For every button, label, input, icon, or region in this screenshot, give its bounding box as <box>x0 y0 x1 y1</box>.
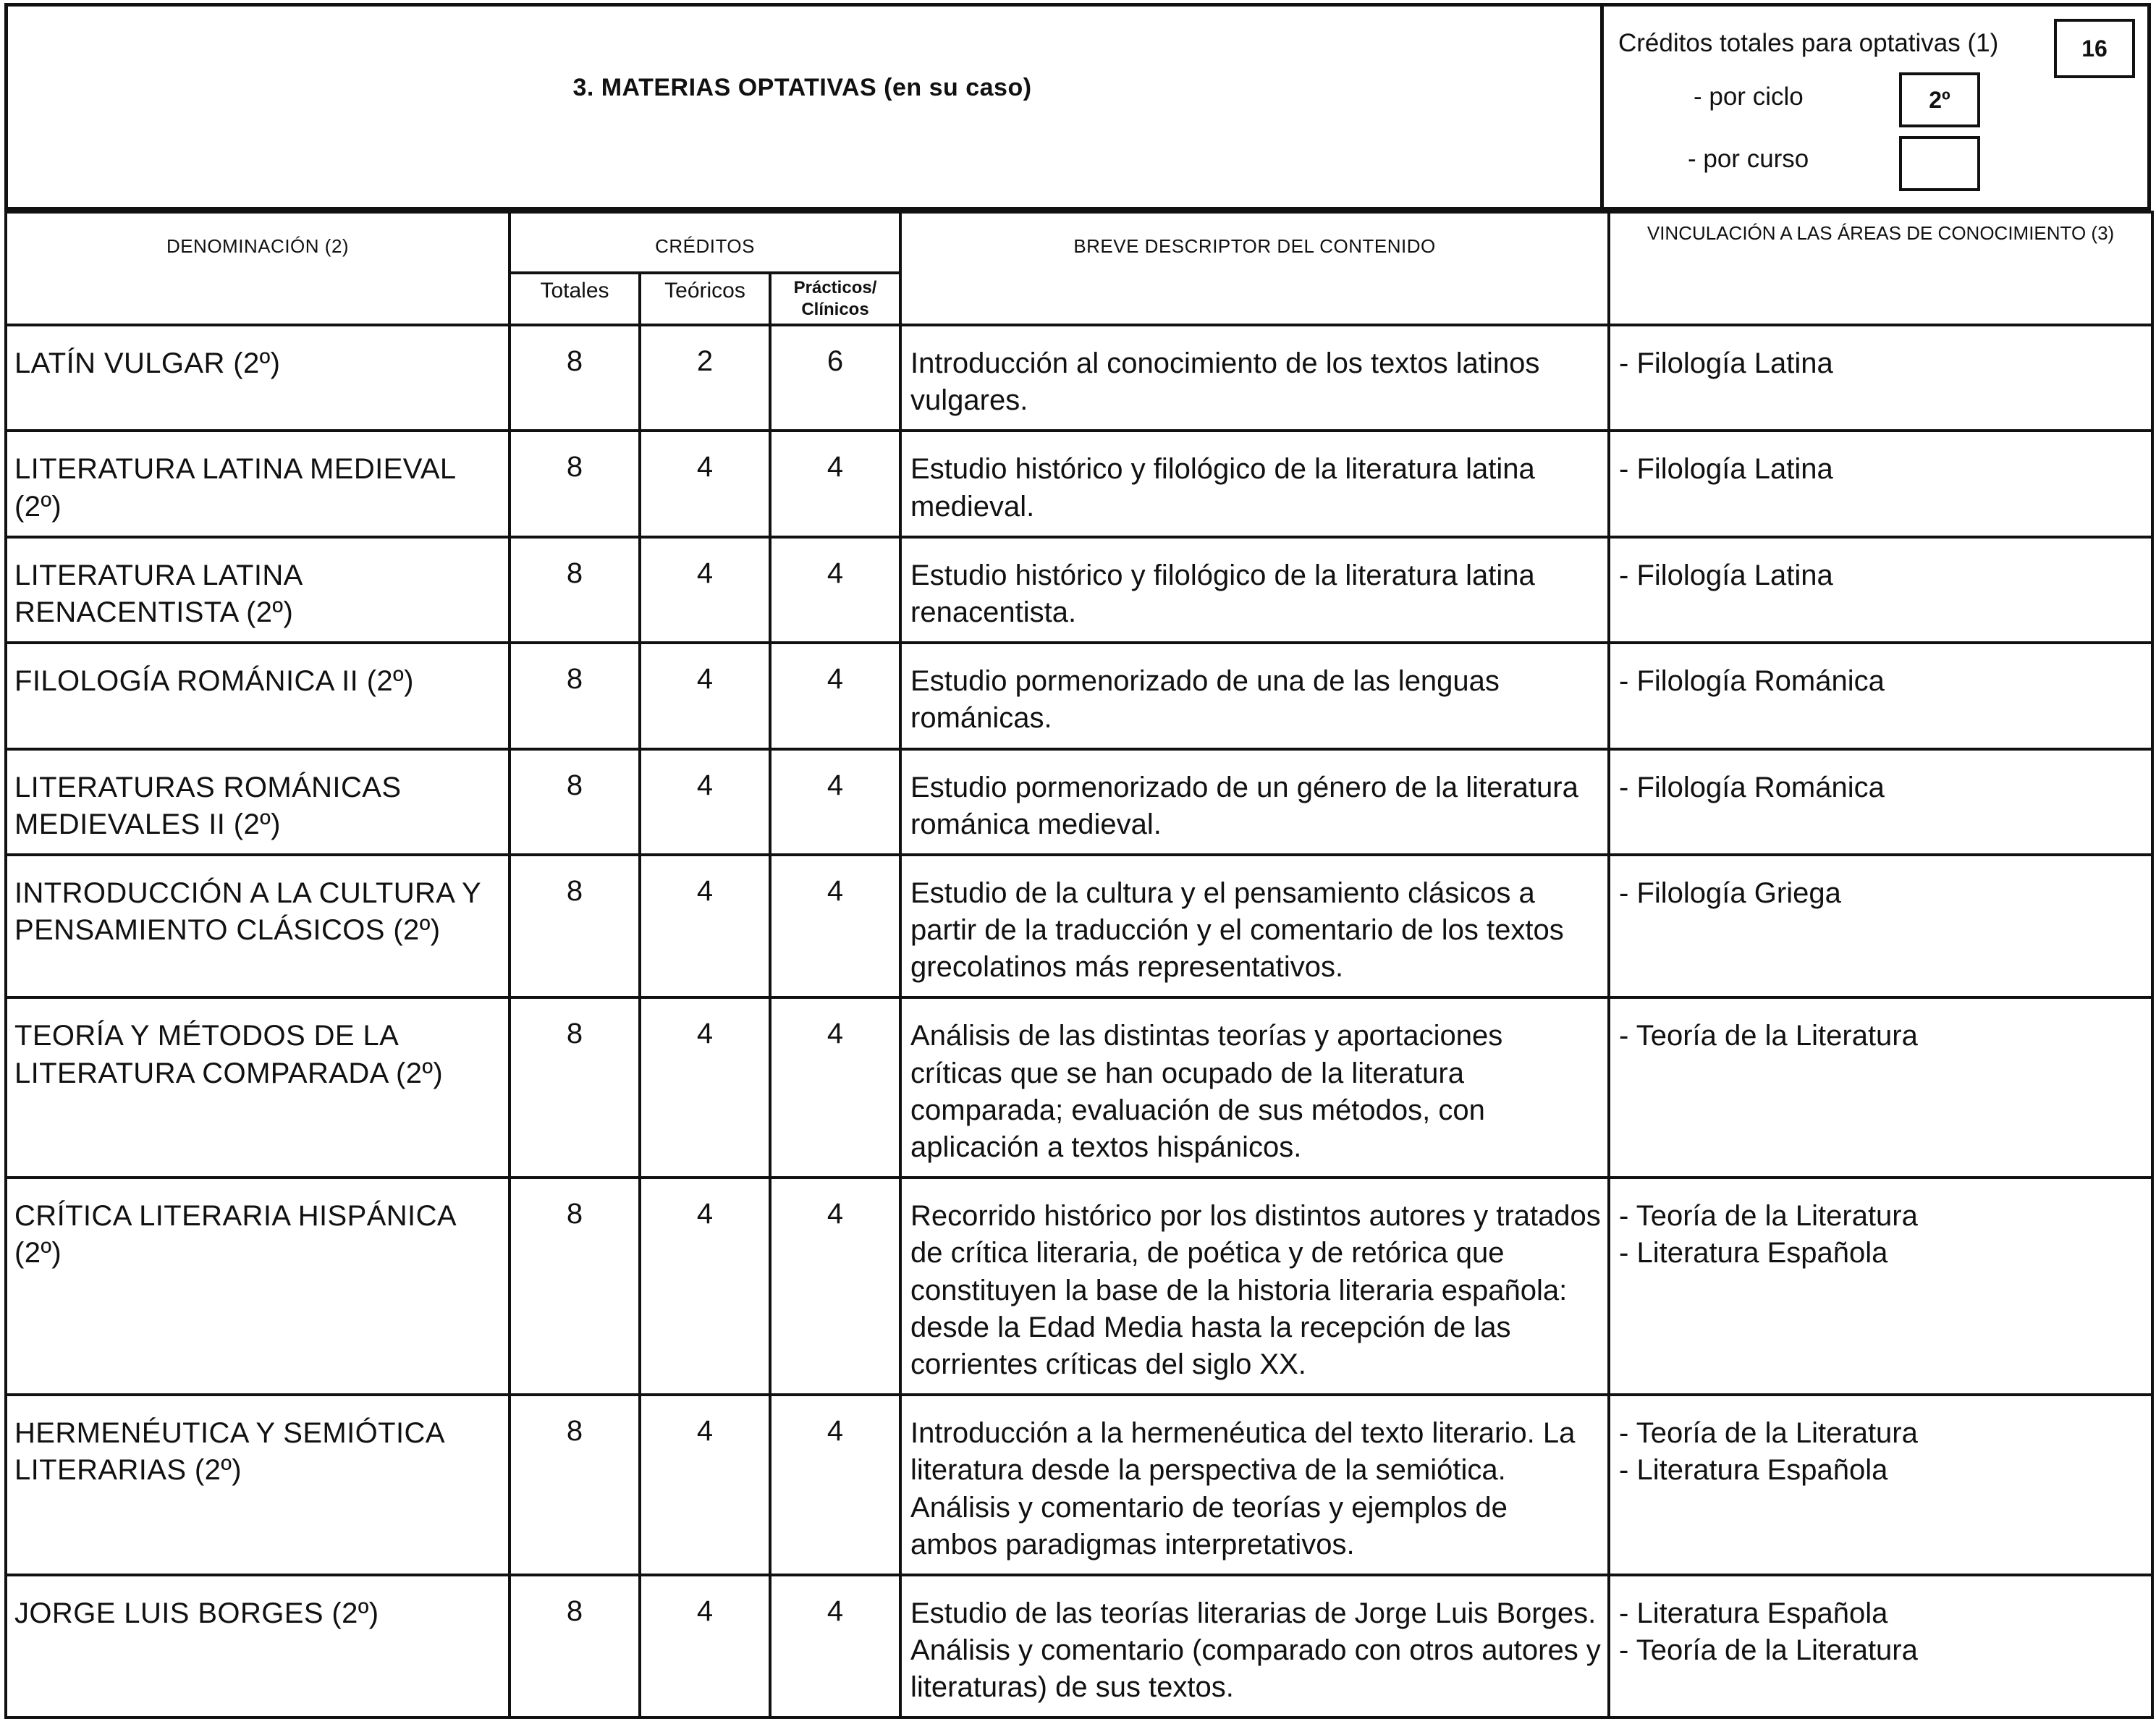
creditos-teoricos: 4 <box>640 537 770 643</box>
table-row <box>6 431 2152 536</box>
subject-name: LITERATURA LATINA MEDIEVAL (2º) <box>6 431 510 536</box>
descriptor: Estudio pormenorizado de un género de la literatura románica medieval. <box>900 749 1609 855</box>
creditos-teoricos: 4 <box>640 643 770 748</box>
section-title: 3. MATERIAS OPTATIVAS (en su caso) <box>572 74 1032 101</box>
areas-conocimiento: - Literatura Española - Teoría de la Literatura <box>1609 1575 2152 1718</box>
subject-name: CRÍTICA LITERARIA HISPÁNICA (2º) <box>6 1178 510 1395</box>
areas-conocimiento: - Filología Románica <box>1609 643 2152 748</box>
creditos-practicos: 4 <box>770 749 900 855</box>
creditos-totales: 8 <box>510 1575 640 1718</box>
creditos-practicos: 4 <box>770 1395 900 1575</box>
creditos-totales: 8 <box>510 431 640 536</box>
por-ciclo-box: 2º <box>1899 72 1980 127</box>
creditos-practicos: 6 <box>770 325 900 431</box>
descriptor: Estudio histórico y filológico de la literatura latina medieval. <box>900 431 1609 536</box>
descriptor: Estudio de las teorías literarias de Jorge Luis Borges. Análisis y comentario (comparado con otros autores y literaturas) de sus textos. <box>900 1575 1609 1718</box>
col-denominacion: DENOMINACIÓN (2) <box>6 212 510 325</box>
descriptor: Introducción a la hermenéutica del texto literario. La literatura desde la perspectiva de la semiótica. Análisis y comentario de teorías y ejemplos de ambos paradigmas interpretativos. <box>900 1395 1609 1575</box>
subject-name: JORGE LUIS BORGES (2º) <box>6 1575 510 1718</box>
areas-conocimiento: - Filología Latina <box>1609 325 2152 431</box>
areas-conocimiento: - Teoría de la Literatura <box>1609 997 2152 1178</box>
descriptor: Estudio histórico y filológico de la literatura latina renacentista. <box>900 537 1609 643</box>
creditos-practicos: 4 <box>770 997 900 1178</box>
areas-conocimiento: - Filología Griega <box>1609 855 2152 998</box>
areas-conocimiento: - Filología Latina <box>1609 431 2152 536</box>
subject-name: TEORÍA Y MÉTODOS DE LA LITERATURA COMPARADA (2º) <box>6 997 510 1178</box>
descriptor: Recorrido histórico por los distintos autores y tratados de crítica literaria, de poética y de retórica que constituyen la base de la historia literaria española: desde la Edad Media hasta la recepción de las corrientes críticas del siglo XX. <box>900 1178 1609 1395</box>
col-teoricos: Teóricos <box>640 273 770 325</box>
descriptor: Análisis de las distintas teorías y aportaciones críticas que se han ocupado de la literatura comparada; evaluación de sus métodos, con aplicación a textos hispánicos. <box>900 997 1609 1178</box>
creditos-totales: 8 <box>510 749 640 855</box>
creditos-teoricos: 4 <box>640 855 770 998</box>
table-row <box>6 643 2152 748</box>
creditos-totales-box: 16 <box>2054 19 2135 78</box>
table-row <box>6 325 2152 431</box>
areas-conocimiento: - Teoría de la Literatura - Literatura Española <box>1609 1178 2152 1395</box>
table-row <box>6 1575 2152 1718</box>
por-curso-box <box>1899 136 1980 191</box>
subject-name: HERMENÉUTICA Y SEMIÓTICA LITERARIAS (2º) <box>6 1395 510 1575</box>
areas-conocimiento: - Filología Románica <box>1609 749 2152 855</box>
header-divider <box>1600 3 1604 211</box>
table-row <box>6 997 2152 1178</box>
creditos-totales: 8 <box>510 325 640 431</box>
table-row <box>6 537 2152 643</box>
descriptor: Estudio pormenorizado de una de las lenguas románicas. <box>900 643 1609 748</box>
subject-name: LITERATURAS ROMÁNICAS MEDIEVALES II (2º) <box>6 749 510 855</box>
creditos-practicos: 4 <box>770 1575 900 1718</box>
col-descriptor: BREVE DESCRIPTOR DEL CONTENIDO <box>900 212 1609 325</box>
creditos-teoricos: 4 <box>640 749 770 855</box>
subject-name: LATÍN VULGAR (2º) <box>6 325 510 431</box>
creditos-teoricos: 4 <box>640 431 770 536</box>
table-row <box>6 1395 2152 1575</box>
por-curso-label: - por curso <box>1688 145 1809 173</box>
creditos-teoricos: 2 <box>640 325 770 431</box>
creditos-totales: 8 <box>510 1395 640 1575</box>
col-vinculacion: VINCULACIÓN A LAS ÁREAS DE CONOCIMIENTO (3) <box>1609 212 2152 325</box>
subject-name: FILOLOGÍA ROMÁNICA II (2º) <box>6 643 510 748</box>
creditos-practicos: 4 <box>770 431 900 536</box>
creditos-practicos: 4 <box>770 855 900 998</box>
subject-name: INTRODUCCIÓN A LA CULTURA Y PENSAMIENTO CLÁSICOS (2º) <box>6 855 510 998</box>
creditos-totales: 8 <box>510 855 640 998</box>
col-creditos: CRÉDITOS <box>510 212 900 273</box>
creditos-totales: 8 <box>510 643 640 748</box>
creditos-practicos: 4 <box>770 1178 900 1395</box>
creditos-practicos: 4 <box>770 643 900 748</box>
col-practicos: Prácticos/ Clínicos <box>770 273 900 325</box>
table-row <box>6 749 2152 855</box>
descriptor: Estudio de la cultura y el pensamiento clásicos a partir de la traducción y el comentario de los textos grecolatinos más representativos. <box>900 855 1609 998</box>
table-row <box>6 855 2152 998</box>
creditos-teoricos: 4 <box>640 997 770 1178</box>
creditos-teoricos: 4 <box>640 1395 770 1575</box>
creditos-practicos: 4 <box>770 537 900 643</box>
creditos-totales: 8 <box>510 997 640 1178</box>
creditos-teoricos: 4 <box>640 1575 770 1718</box>
table-row <box>6 1178 2152 1395</box>
areas-conocimiento: - Filología Latina <box>1609 537 2152 643</box>
col-totales: Totales <box>510 273 640 325</box>
creditos-teoricos: 4 <box>640 1178 770 1395</box>
descriptor: Introducción al conocimiento de los textos latinos vulgares. <box>900 325 1609 431</box>
creditos-totales-label: Créditos totales para optativas (1) <box>1618 29 1999 57</box>
creditos-totales: 8 <box>510 1178 640 1395</box>
materias-table <box>4 211 2154 1719</box>
areas-conocimiento: - Teoría de la Literatura - Literatura Española <box>1609 1395 2152 1575</box>
subject-name: LITERATURA LATINA RENACENTISTA (2º) <box>6 537 510 643</box>
creditos-totales: 8 <box>510 537 640 643</box>
por-ciclo-label: - por ciclo <box>1694 83 1804 111</box>
